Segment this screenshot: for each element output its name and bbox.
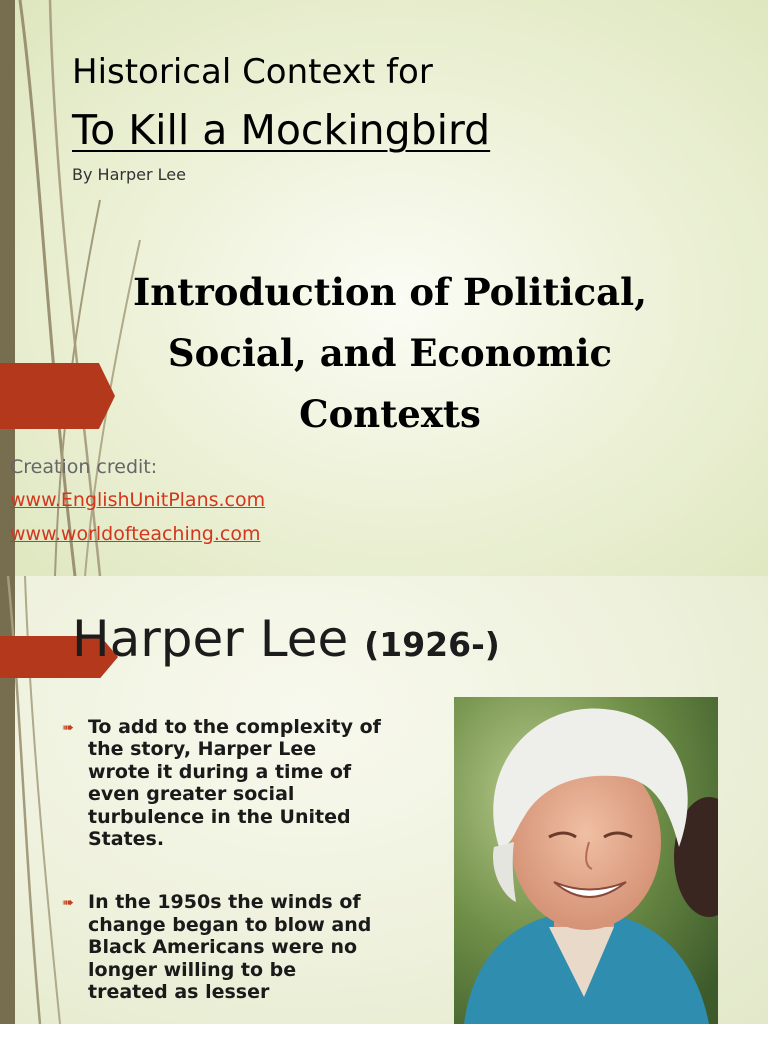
- heading-name: Harper Lee: [72, 610, 349, 668]
- arrow-bullet-icon: ➠: [62, 895, 74, 912]
- link-englishunitplans[interactable]: www.EnglishUnitPlans.com: [10, 489, 266, 511]
- bullet-item: [62, 891, 382, 1003]
- bullet-text: In the 1950s the winds of change began to blow and Black Americans were no longer willing to be treated as lesser: [88, 891, 372, 1004]
- slide-heading: [72, 610, 500, 668]
- intro-heading: [90, 262, 690, 445]
- portrait-photo: [454, 697, 718, 1024]
- arrow-bullet-icon: ➠: [62, 720, 74, 736]
- title-line-1: Historical Context for: [72, 52, 433, 92]
- title-line-2: To Kill a Mockingbird: [72, 106, 491, 154]
- intro-line: Social, and Economic: [167, 331, 613, 375]
- intro-line: Introduction of Political,: [132, 270, 648, 314]
- intro-line: Contexts: [299, 392, 481, 436]
- link-worldofteaching[interactable]: www.worldofteaching.com: [10, 523, 261, 545]
- credit-label: Creation credit:: [10, 456, 158, 478]
- byline: By Harper Lee: [72, 165, 186, 184]
- heading-years: (1926-): [364, 625, 500, 664]
- bullet-list: [62, 716, 382, 1044]
- bullet-item: [62, 716, 382, 850]
- bullet-text: To add to the complexity of the story, Harper Lee wrote it during a time of even greater social turbulence in the United States.: [88, 716, 381, 851]
